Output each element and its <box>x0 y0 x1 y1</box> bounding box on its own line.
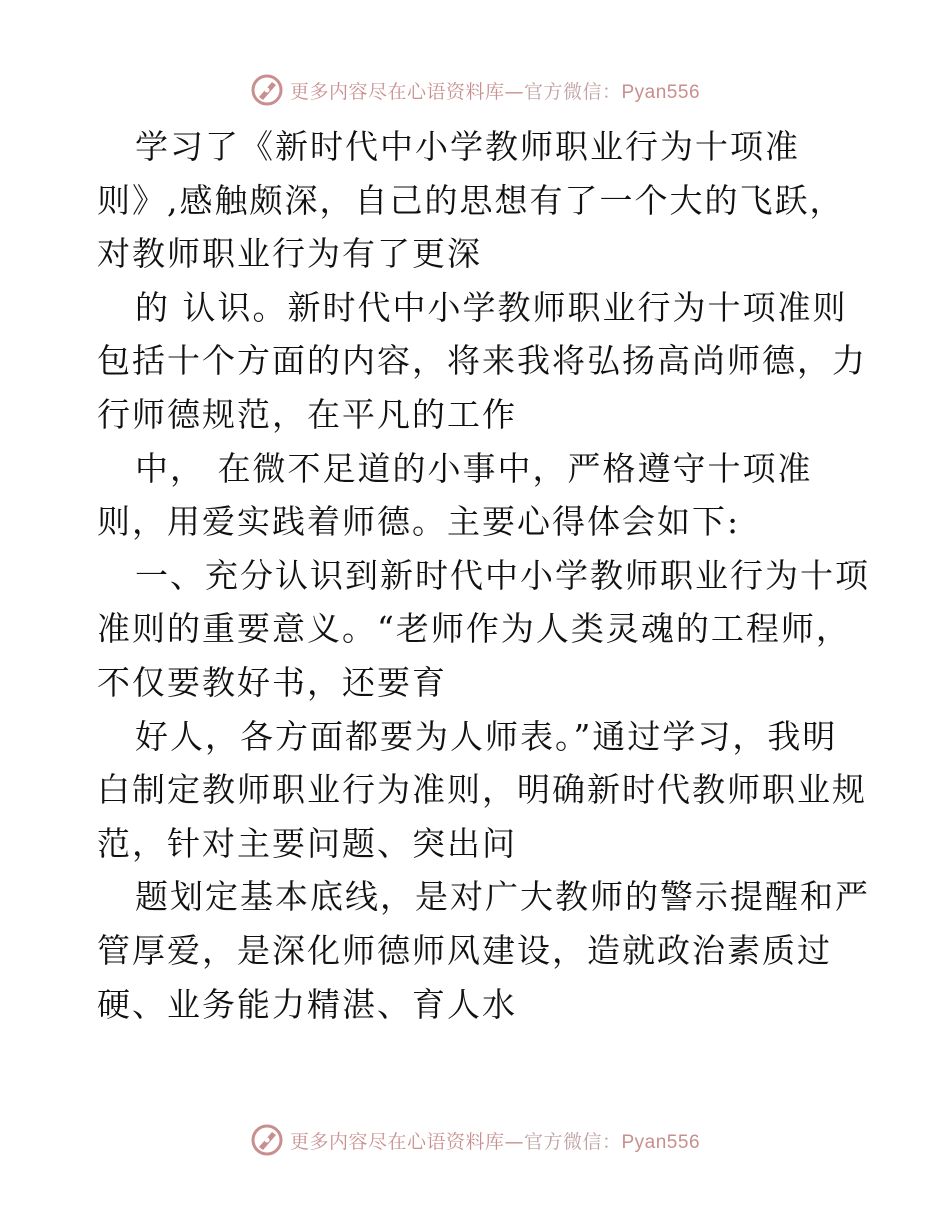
text-line: 学习了《新时代中小学教师职业行为十项准 <box>135 127 800 166</box>
watermark-dash: — <box>504 80 524 103</box>
watermark-brand: 更多内容尽在心语资料库 <box>289 1130 505 1153</box>
watermark-official: 官方微信： <box>523 80 622 103</box>
text-line: 好人，各方面都要为人师表。”通过学习，我明 <box>135 716 838 756</box>
watermark-id: Pyan556 <box>621 1131 701 1153</box>
watermark-id: Pyan556 <box>621 81 701 103</box>
pen-circle-logo-icon <box>250 1123 284 1157</box>
text-line: 硬、业务能力精湛、育人水 <box>97 984 517 1024</box>
text-line: 对教师职业行为有了更深 <box>97 234 482 274</box>
header-watermark <box>0 70 950 110</box>
footer-watermark <box>0 1120 950 1160</box>
watermark-official: 官方微信： <box>523 1130 622 1153</box>
watermark-dash: — <box>504 1130 524 1153</box>
watermark-text <box>290 77 700 104</box>
watermark-text <box>290 1127 700 1154</box>
text-line: 范，针对主要问题、突出问 <box>97 823 517 863</box>
text-line: 中， 在微不足道的小事中，严格遵守十项准 <box>135 448 813 488</box>
text-line: 一、充分认识到新时代中小学教师职业行为十项 <box>135 555 870 595</box>
text-line: 的 认识。新时代中小学教师职业行为十项准则 <box>135 287 848 327</box>
text-line: 白制定教师职业行为准则，明确新时代教师职业规 <box>97 770 867 810</box>
text-line: 包括十个方面的内容，将来我将弘扬高尚师德，力 <box>97 341 867 381</box>
text-line: 则》,感触颇深，自己的思想有了一个大的飞跃， <box>97 180 845 220</box>
text-line: 准则的重要意义。“老师作为人类灵魂的工程师， <box>97 609 851 649</box>
text-line: 行师德规范，在平凡的工作 <box>97 394 517 434</box>
text-line: 则，用爱实践着师德。主要心得体会如下: <box>97 502 741 542</box>
pen-circle-logo-icon <box>250 73 284 107</box>
text-line: 题划定基本底线，是对广大教师的警示提醒和严 <box>135 877 870 917</box>
document-body <box>97 120 870 1031</box>
text-line: 不仅要教好书，还要育 <box>97 662 447 702</box>
watermark-brand: 更多内容尽在心语资料库 <box>289 80 505 103</box>
text-line: 管厚爱，是深化师德师风建设，造就政治素质过 <box>97 930 832 970</box>
